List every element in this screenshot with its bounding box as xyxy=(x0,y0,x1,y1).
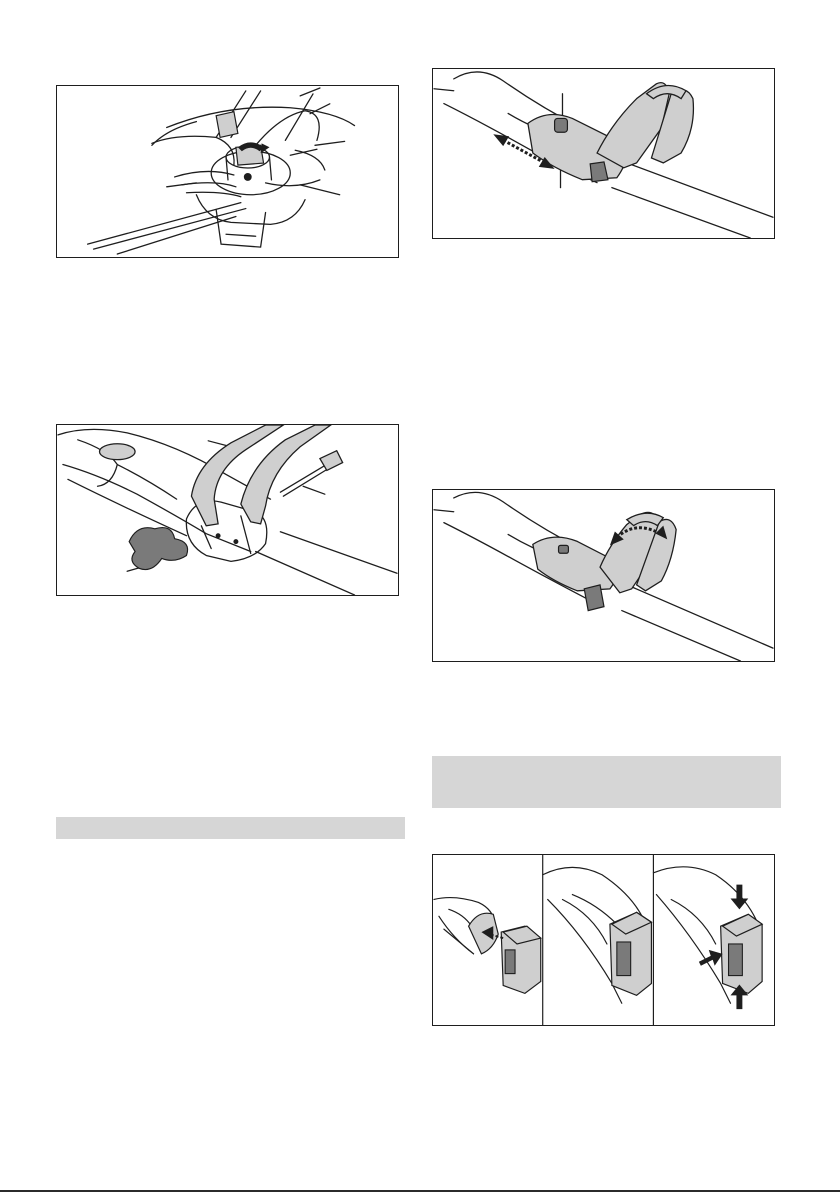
battery-insert-illustration xyxy=(433,855,774,1025)
handle-rotate-illustration xyxy=(433,490,774,661)
handle-bolt-illustration xyxy=(57,425,398,595)
figure-handle-bolt-assembly xyxy=(56,424,399,596)
cutting-head-illustration xyxy=(57,86,398,257)
section-heading-bar-left xyxy=(56,817,405,839)
figure-handle-rotate-adjust xyxy=(432,489,775,662)
figure-battery-insert xyxy=(432,854,775,1026)
figure-cutting-head-mount xyxy=(56,85,399,258)
figure-handle-slide-adjust xyxy=(432,68,775,239)
section-heading-bar-right xyxy=(432,756,781,808)
handle-slide-illustration xyxy=(433,69,774,238)
